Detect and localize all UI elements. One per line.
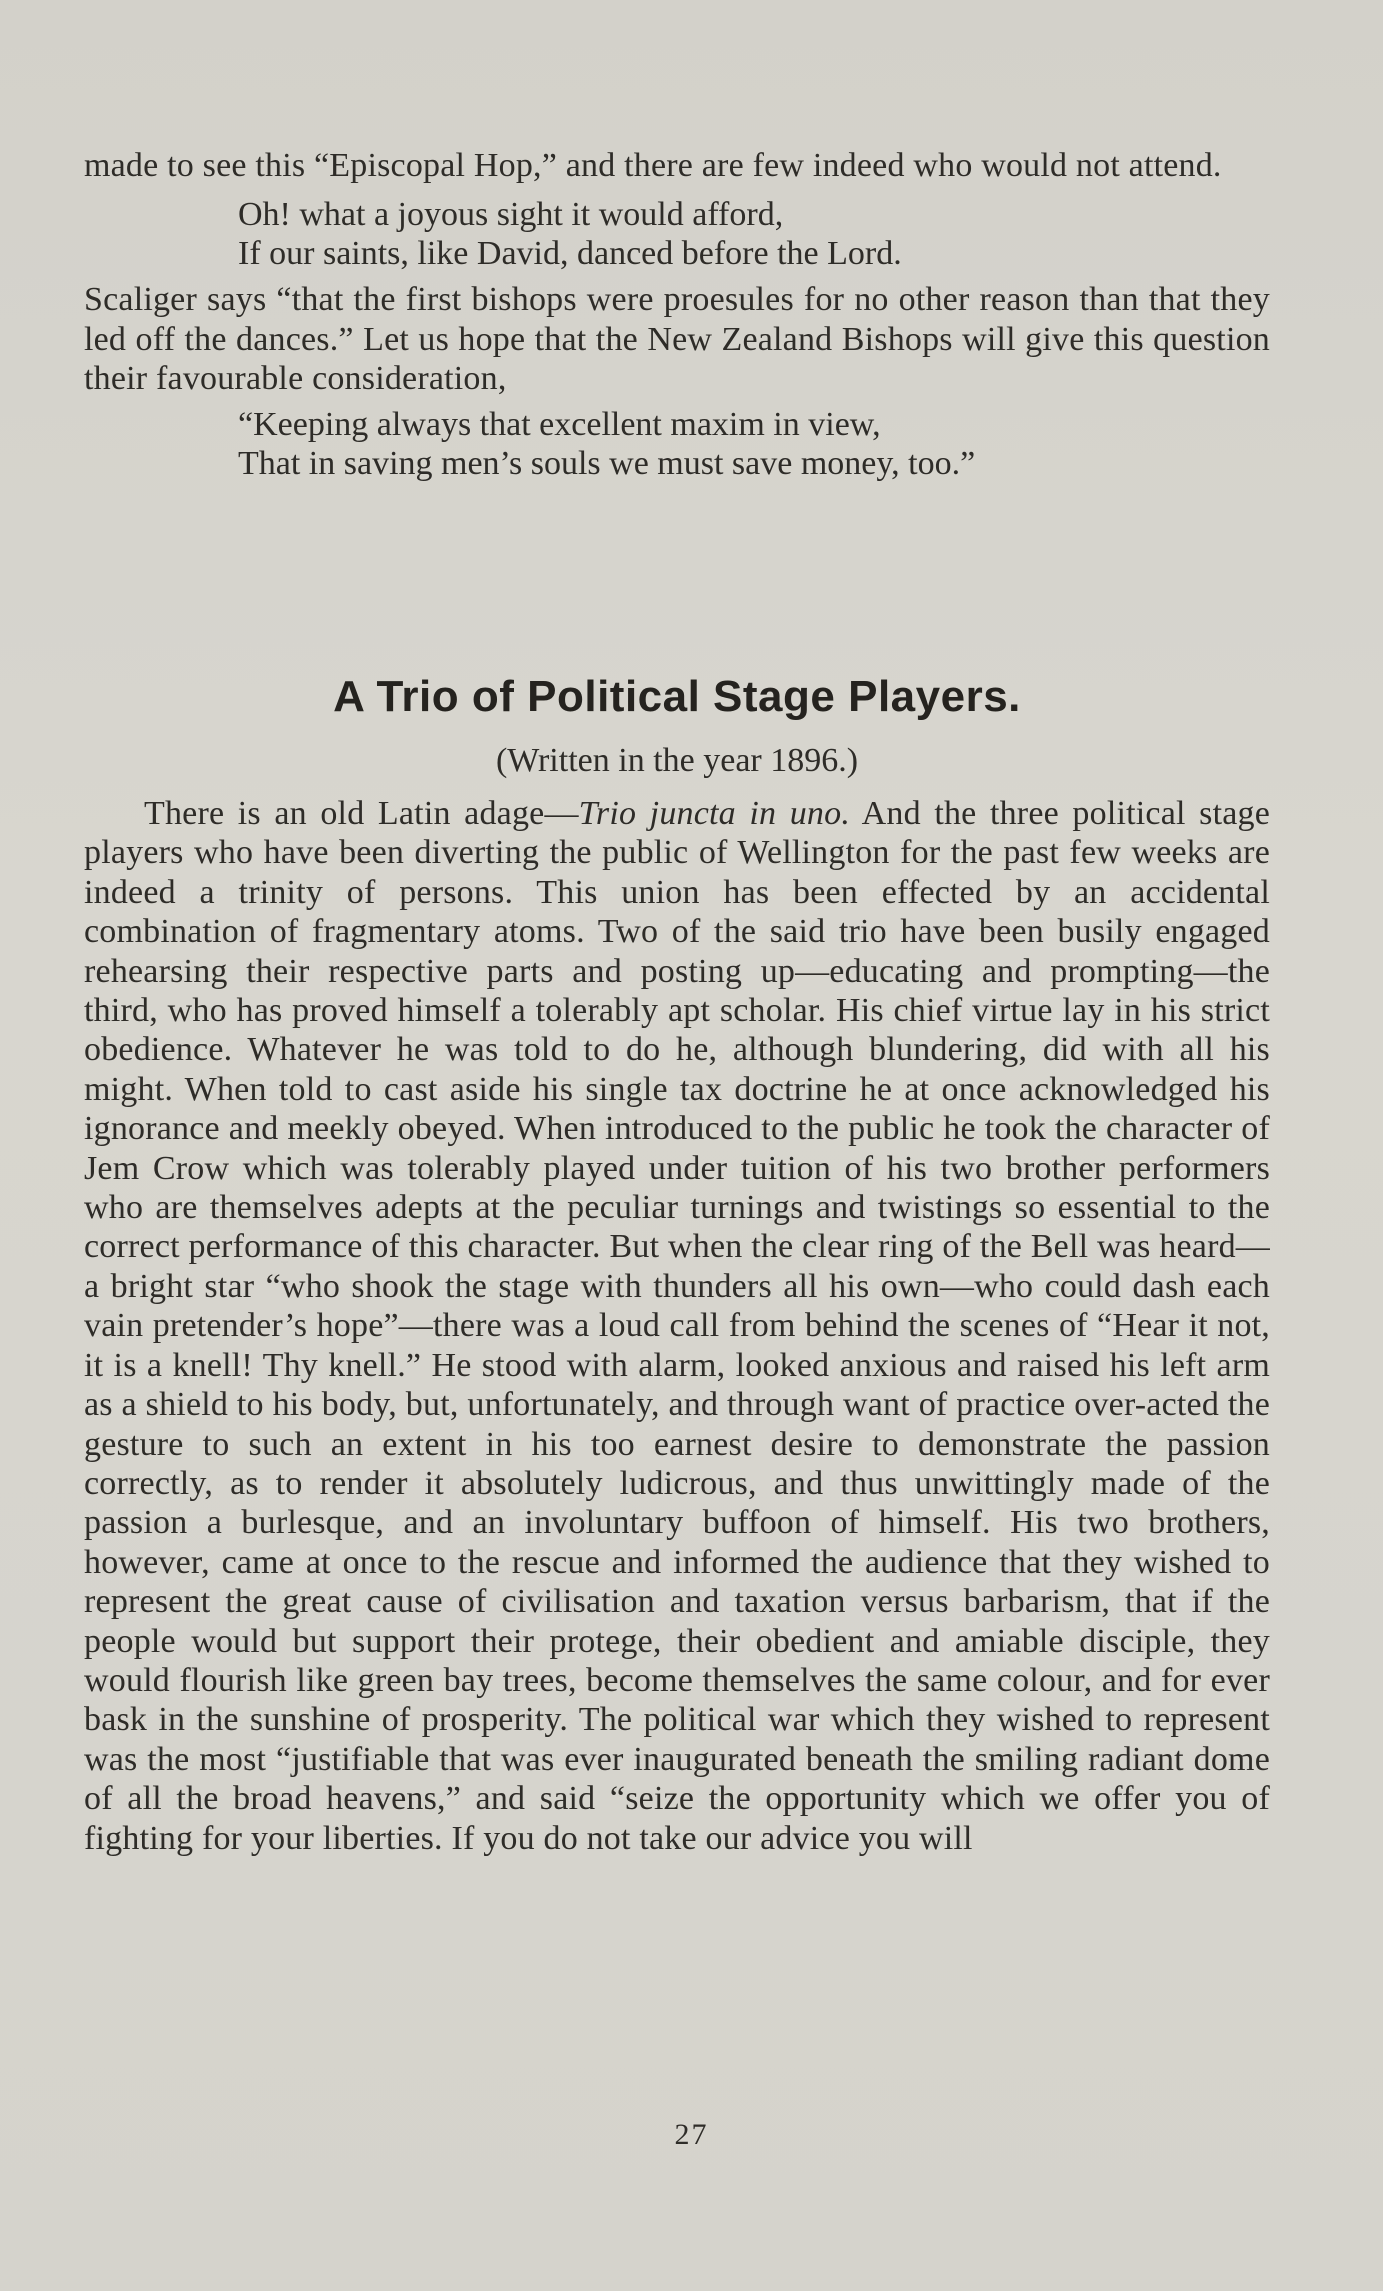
page-number: 27 — [674, 2118, 709, 2151]
scaliger-paragraph: Scaliger says “that the first bishops were proesules for no other reason than that they led off the dances.” Let us hope that the New Zealand Bishops will give this question their favourable consideration, — [84, 281, 1270, 398]
verse-line: If our saints, like David, danced before the Lord. — [238, 235, 902, 273]
body-lead: There is an old Latin adage— — [144, 795, 579, 832]
continuation-paragraph: made to see this “Episcopal Hop,” and there are few indeed who would not attend. — [84, 147, 1222, 184]
verse-couplet-1 — [84, 195, 1270, 273]
top-section — [84, 146, 1270, 483]
article-body — [84, 794, 1270, 1858]
body-rest: And the three political stage players who have been diverting the public of Wellington for the past few weeks are indeed a trinity of persons. This union has been effected by an accidental combination of fragmentary atoms. Two of the said trio have been busily engaged rehearsing their respective parts and posting up—educating and prompting—the third, who has proved himself a tolerably apt scholar. His chief virtue lay in his strict obedience. Whatever he was told to do he, although blundering, did with all his might. When told to cast aside his single tax doctrine he at once acknowledged his ignorance and meekly obeyed. When introduced to the public he took the character of Jem Crow which was tolerably played under tuition of his two brother performers who are themselves adepts at the peculiar turnings and twistings so essential to the correct performance of this character. But when the clear ring of the Bell was heard—a bright star “who shook the stage with thunders all his own—who could dash each vain pretender’s hope”—there was a loud call from behind the scenes of “Hear it not, it is a knell! Thy knell.” He stood with alarm, looked anxious and raised his left arm as a shield to his body, but, unfortunately, and through want of practice over-acted the gesture to such an extent in his too earnest desire to demonstrate the passion correctly, as to render it absolutely ludicrous, and thus unwittingly made of the passion a burlesque, and an involuntary buffoon of himself. His two brothers, however, came at once to the rescue and informed the audience that they wished to represent the great cause of civilisation and taxation versus barbarism, that if the people would but support their protege, their obedient and amiable disciple, they would flourish like green bay trees, become themselves the same colour, and for ever bask in the sunshine of prosperity. The political war which they wished to represent was the most “justifiable that was ever inaugurated beneath the smiling radiant dome of all the broad heavens,” and said “seize the opportunity which we offer you of fighting for your liberties. If you do not take our advice you will — [84, 795, 1271, 1857]
verse-line: “Keeping always that excellent maxim in view, — [238, 405, 881, 443]
article-subtitle: (Written in the year 1896.) — [495, 742, 859, 779]
verse-couplet-2 — [84, 405, 1270, 483]
latin-phrase: Trio juncta in uno. — [578, 795, 851, 832]
verse-line: That in saving men’s souls we must save money, too.” — [238, 444, 976, 482]
article-title: A Trio of Political Stage Players. — [333, 672, 1021, 721]
verse-line: Oh! what a joyous sight it would afford, — [238, 196, 784, 234]
article — [84, 672, 1270, 1858]
